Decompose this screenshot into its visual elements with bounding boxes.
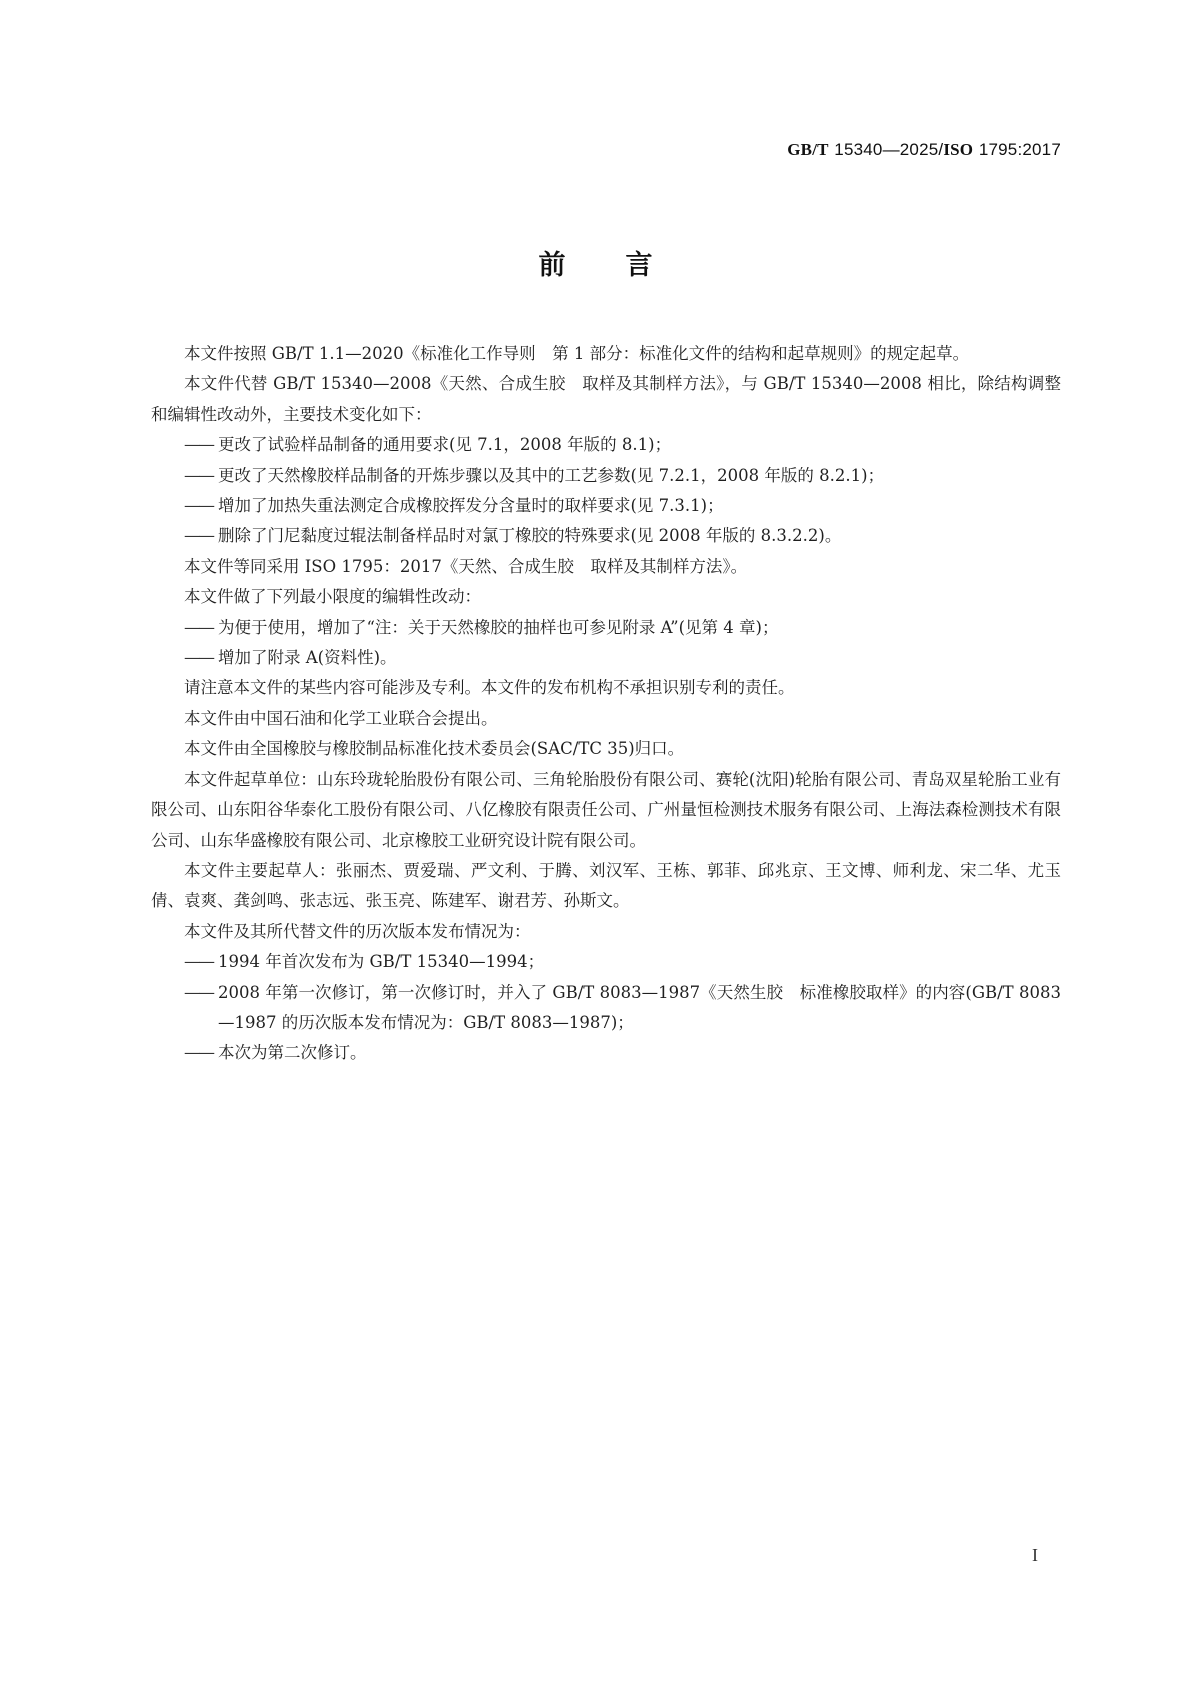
change-item: —— 增加了加热失重法测定合成橡胶挥发分含量时的取样要求(见 7.3.1)； xyxy=(151,491,1061,521)
change-item: —— 更改了天然橡胶样品制备的开炼步骤以及其中的工艺参数(见 7.2.1，2008 年版的 8.2.1)； xyxy=(151,461,1061,491)
dash-marker: —— xyxy=(184,435,213,455)
standard-number-iso: ISO xyxy=(943,140,974,159)
edit-item: —— 为便于使用，增加了“注：关于天然橡胶的抽样也可参见附录 A”(见第 4 章)； xyxy=(151,613,1061,643)
dash-marker: —— xyxy=(184,982,213,1002)
paragraph-proposed-by: 本文件由中国石油和化学工业联合会提出。 xyxy=(184,708,498,728)
paragraph-patent-notice: 请注意本文件的某些内容可能涉及专利。本文件的发布机构不承担识别专利的责任。 xyxy=(184,678,795,698)
page-number: I xyxy=(1032,1545,1038,1565)
paragraph-replaces: 本文件代替 GB/T 15340—2008《天然、合成生胶 取样及其制样方法》，与 GB/T 15340—2008 相比，除结构调整和编辑性改动外，主要技术变化如下： xyxy=(151,374,1061,424)
history-item: —— 1994 年首次发布为 GB/T 15340—1994； xyxy=(151,947,1061,977)
history-item: —— 2008 年第一次修订，第一次修订时，并入了 GB/T 8083—1987《天然生胶 标准橡胶取样》的内容(GB/T 8083—1987 的历次版本发布情况为：GB/T 8083—1987)； xyxy=(151,978,1061,1039)
change-item: —— 删除了门尼黏度过辊法制备样品时对氯丁橡胶的特殊要求(见 2008 年版的 8.3.2.2)。 xyxy=(151,521,1061,551)
paragraph-editorial-changes: 本文件做了下列最小限度的编辑性改动： xyxy=(184,587,481,607)
paragraph-drafters: 本文件主要起草人：张丽杰、贾爱瑞、严文利、于腾、刘汉军、王栋、郭菲、邱兆京、王文博、师利龙、宋二华、尤玉倩、袁爽、龚剑鸣、张志远、张玉亮、陈建军、谢君芳、孙斯文。 xyxy=(151,860,1061,911)
edit-item: —— 增加了附录 A(资料性)。 xyxy=(151,643,1061,673)
dash-marker: —— xyxy=(184,496,213,516)
dash-marker: —— xyxy=(184,648,213,668)
paragraph-centralized-by: 本文件由全国橡胶与橡胶制品标准化技术委员会(SAC/TC 35)归口。 xyxy=(184,739,685,759)
dash-marker: —— xyxy=(184,526,213,546)
foreword-body xyxy=(151,339,1061,1069)
history-item: —— 本次为第二次修订。 xyxy=(151,1038,1061,1068)
title-char-1: 前 xyxy=(538,250,566,281)
standard-number xyxy=(787,140,1061,160)
paragraph-drafting-units: 本文件起草单位：山东玲珑轮胎股份有限公司、三角轮胎股份有限公司、赛轮(沈阳)轮胎有限公司、青岛双星轮胎工业有限公司、山东阳谷华泰化工股份有限公司、八亿橡胶有限责任公司、广州量恒检测技术服务有限公司、上海法森检测技术有限公司、山东华盛橡胶有限公司、北京橡胶工业研究设计院有限公司。 xyxy=(151,769,1061,850)
paragraph-version-history: 本文件及其所代替文件的历次版本发布情况为： xyxy=(184,921,531,941)
change-item: —— 更改了试验样品制备的通用要求(见 7.1，2008 年版的 8.1)； xyxy=(151,430,1061,460)
standard-number-body: 15340—2025/ xyxy=(834,140,944,159)
page-title xyxy=(0,243,1191,282)
title-char-2: 言 xyxy=(625,250,653,281)
paragraph-iso-adoption: 本文件等同采用 ISO 1795：2017《天然、合成生胶 取样及其制样方法》。 xyxy=(184,556,748,576)
standard-number-iso-body: 1795:2017 xyxy=(978,140,1061,159)
dash-marker: —— xyxy=(184,465,213,485)
dash-marker: —— xyxy=(184,952,213,972)
standard-number-prefix: GB/T xyxy=(787,140,829,159)
paragraph-drafting-rules: 本文件按照 GB/T 1.1—2020《标准化工作导则 第 1 部分：标准化文件的结构和起草规则》的规定起草。 xyxy=(184,344,970,363)
dash-marker: —— xyxy=(184,1043,213,1063)
dash-marker: —— xyxy=(184,617,213,637)
